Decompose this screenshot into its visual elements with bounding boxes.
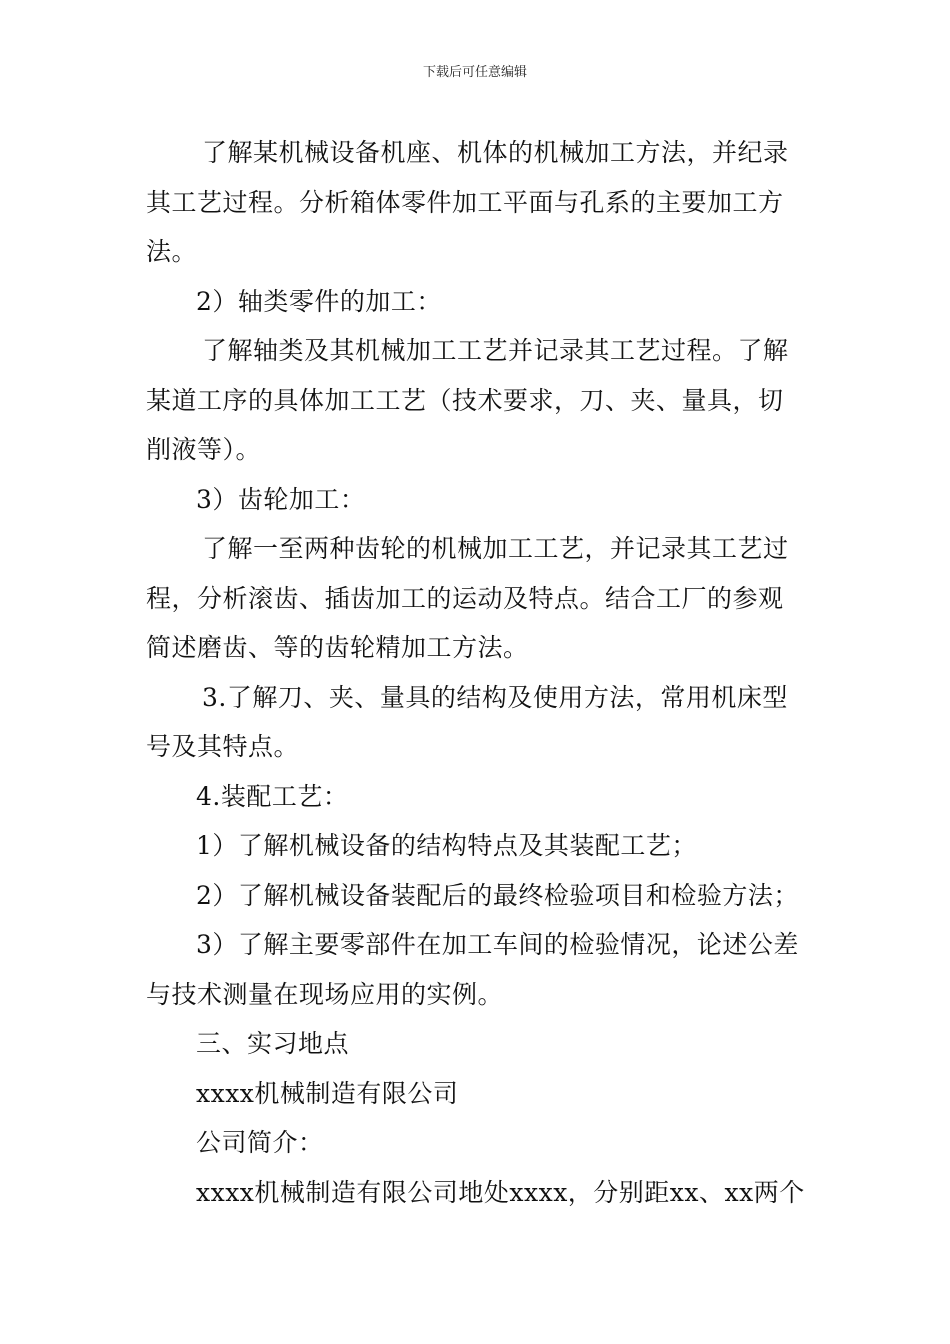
paragraph-line: 某道工序的具体加工工艺（技术要求，刀、夹、量具，切 — [146, 385, 784, 415]
paragraph-line: 简述磨齿、等的齿轮精加工方法。 — [146, 633, 529, 662]
company-name: xxxx机械制造有限公司 — [196, 1078, 459, 1108]
paragraph-line: 其工艺过程。分析箱体零件加工平面与孔系的主要加工方 — [146, 187, 784, 217]
paragraph-line: 与技术测量在现场应用的实例。 — [146, 979, 504, 1009]
paragraph-line: 削液等）。 — [146, 435, 262, 464]
paragraph-line: 3.了解刀、夹、量具的结构及使用方法，常用机床型 — [202, 682, 788, 712]
list-item: 1）了解机械设备的结构特点及其装配工艺； — [196, 831, 697, 860]
section-heading: 4.装配工艺： — [196, 781, 349, 811]
paragraph-line: xxxx机械制造有限公司地处xxxx，分别距xx、xx两个 — [196, 1177, 805, 1207]
paragraph-line: 了解轴类及其机械加工工艺并记录其工艺过程。了解 — [202, 336, 789, 365]
section-heading: 公司简介： — [196, 1128, 324, 1157]
paragraph-line: 了解一至两种齿轮的机械加工工艺，并记录其工艺过 — [202, 534, 789, 563]
paragraph-line: 程，分析滚齿、插齿加工的运动及特点。结合工厂的参观 — [146, 583, 784, 613]
paragraph-line: 了解某机械设备机座、机体的机械加工方法，并纪录 — [202, 138, 789, 167]
section-heading: 三、实习地点 — [196, 1029, 350, 1058]
section-heading: 3）齿轮加工： — [196, 484, 366, 514]
document-body — [146, 128, 810, 1217]
list-item: 3）了解主要零部件在加工车间的检验情况，论述公差 — [196, 930, 799, 959]
list-item: 2）了解机械设备装配后的最终检验项目和检验方法； — [196, 880, 799, 910]
section-heading: 2）轴类零件的加工： — [196, 286, 442, 316]
paragraph-line: 法。 — [146, 237, 198, 266]
paragraph-line: 号及其特点。 — [146, 732, 300, 761]
page-header: 下载后可任意编辑 — [422, 65, 527, 80]
